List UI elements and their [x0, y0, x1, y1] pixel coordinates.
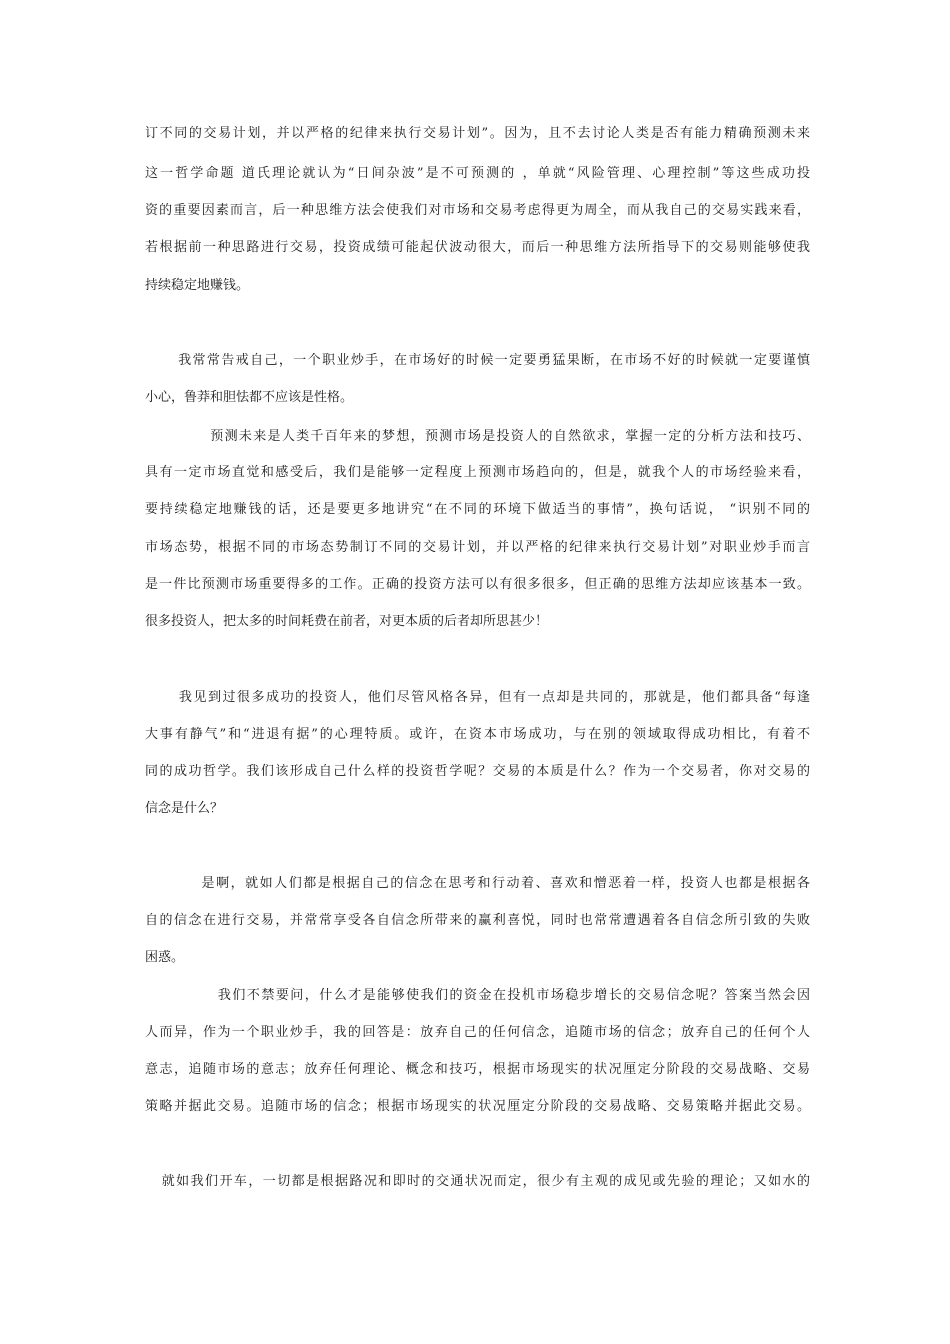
- text-line: 困惑。: [145, 950, 185, 965]
- text-line: 资的重要因素而言，后一种思维方法会使我们对市场和交易考虑得更为周全，而从我自己的交易实践来看，: [145, 203, 810, 218]
- text-line: 小心，鲁莽和胆怯都不应该是性格。: [145, 390, 354, 405]
- text-line: 具有一定市场直觉和感受后，我们是能够一定程度上预测市场趋向的，但是，就我个人的市场经验来看，: [145, 465, 810, 480]
- text-line: 我常常告戒自己，一个职业炒手，在市场好的时候一定要勇猛果断，在市场不好的时候就一定要谨慎: [145, 353, 810, 368]
- text-line: 预测未来是人类千百年来的梦想，预测市场是投资人的自然欲求，掌握一定的分析方法和技巧、: [145, 429, 810, 444]
- text-line: 同的成功哲学。我们该形成自己什么样的投资哲学呢？交易的本质是什么？作为一个交易者，你对交易的: [145, 764, 810, 779]
- text-line: 我们不禁要问，什么才是能够使我们的资金在投机市场稳步增长的交易信念呢？答案当然会因: [145, 988, 810, 1003]
- text-line: 人而异，作为一个职业炒手，我的回答是：放弃自己的任何信念，追随市场的信念；放弃自己的任何个人: [145, 1025, 810, 1040]
- text-line: 订不同的交易计划，并以严格的纪律来执行交易计划”。因为，且不去讨论人类是否有能力精确预测未来: [145, 126, 810, 141]
- text-line: 自的信念在进行交易，并常常享受各自信念所带来的赢利喜悦，同时也常常遭遇着各自信念所引致的失败: [145, 913, 810, 928]
- text-line: 策略并据此交易。追随市场的信念；根据市场现实的状况厘定分阶段的交易战略、交易策略并据此交易。: [145, 1099, 810, 1114]
- text-line: 大事有静气”和“进退有据”的心理特质。或许，在资本市场成功，与在别的领域取得成功相比，有着不: [145, 727, 810, 742]
- text-line: 很多投资人，把太多的时间耗费在前者，对更本质的后者却所思甚少！: [145, 614, 549, 629]
- text-line: 是啊，就如人们都是根据自己的信念在思考和行动着、喜欢和憎恶着一样，投资人也都是根据各: [145, 876, 810, 891]
- text-line: 意志，追随市场的意志；放弃任何理论、概念和技巧，根据市场现实的状况厘定分阶段的交易战略、交易: [145, 1062, 810, 1077]
- text-line: 若根据前一种思路进行交易，投资成绩可能起伏波动很大，而后一种思维方法所指导下的交易则能够使我: [145, 240, 810, 255]
- text-line: 市场态势，根据不同的市场态势制订不同的交易计划，并以严格的纪律来执行交易计划”对职业炒手而言: [145, 540, 810, 555]
- text-line: 这一哲学命题 道氏理论就认为“日间杂波”是不可预测的 ，单就“风险管理、心理控制”等这些成功投: [145, 166, 810, 181]
- text-line: 持续稳定地赚钱。: [145, 278, 250, 293]
- text-line: 我见到过很多成功的投资人，他们尽管风格各异，但有一点却是共同的，那就是，他们都具备“每逢: [145, 690, 810, 705]
- text-line: 是一件比预测市场重要得多的工作。正确的投资方法可以有很多很多，但正确的思维方法却应该基本一致。: [145, 577, 810, 592]
- text-line: 就如我们开车，一切都是根据路况和即时的交通状况而定，很少有主观的成见或先验的理论；又如水的: [145, 1174, 810, 1189]
- text-line: 要持续稳定地赚钱的话，还是要更多地讲究“在不同的环境下做适当的事情”，换句话说， “识别不同的: [145, 502, 810, 517]
- text-line: 信念是什么？: [145, 801, 224, 816]
